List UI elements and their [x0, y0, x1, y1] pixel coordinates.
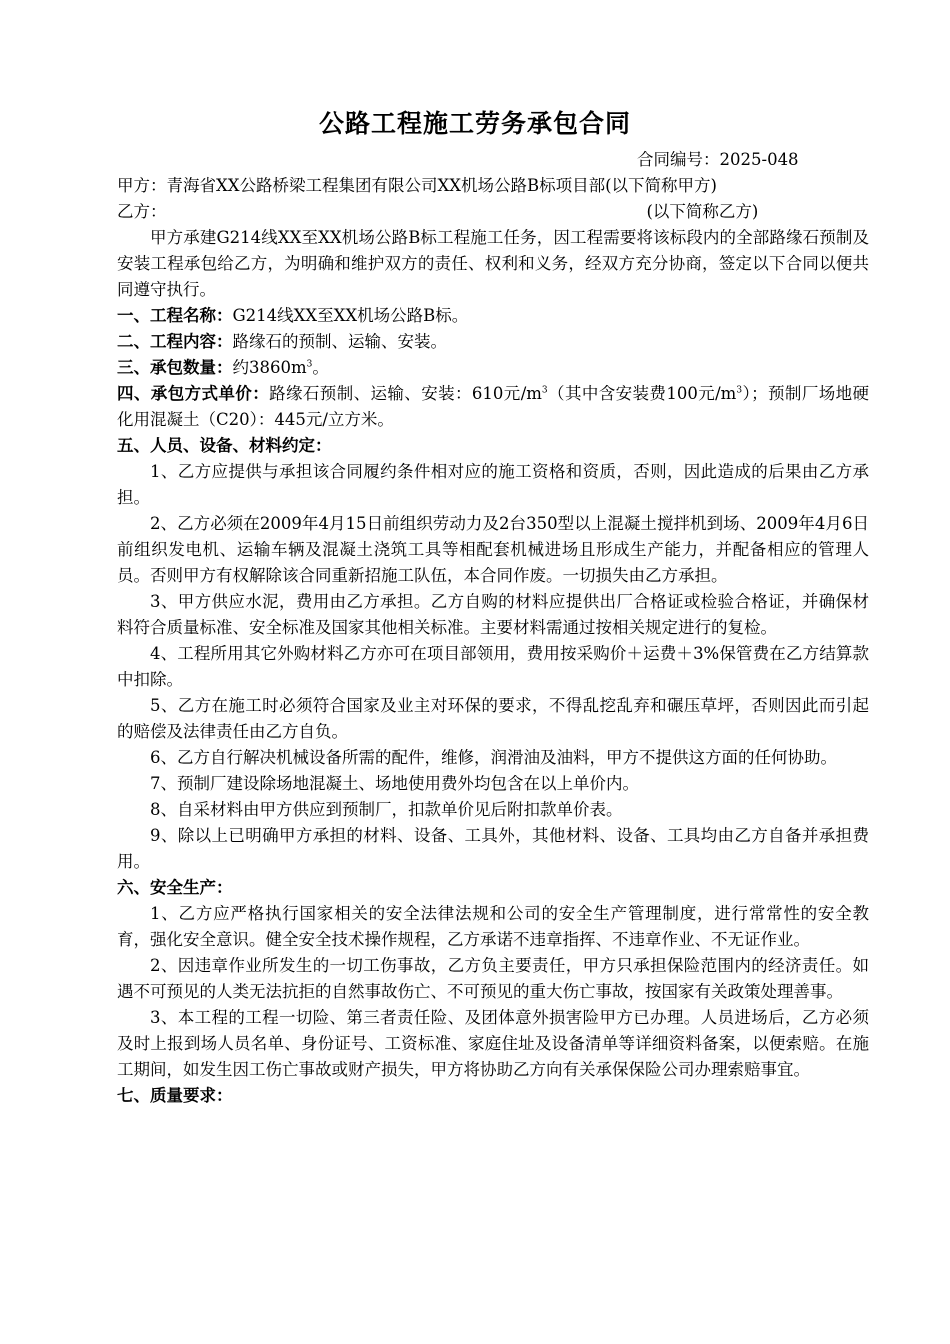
- section-5-item-3: 3、甲方供应水泥，费用由乙方承担。乙方自购的材料应提供出厂合格证或检验合格证，并确保材料符合质量标准、安全标准及国家其他相关标准。主要材料需通过按相关规定进行的复检。: [117, 592, 869, 637]
- section-4: [117, 381, 869, 433]
- section-3-heading: 三、承包数量：: [117, 358, 233, 377]
- party-b-suffix: (以下简称乙方): [646, 202, 759, 221]
- section-2: [117, 329, 869, 355]
- party-b-label: 乙方：: [117, 202, 167, 221]
- section-3-text-end: 。: [312, 358, 329, 377]
- contract-number: 合同编号：2025-048: [637, 150, 799, 169]
- section-4-text-3: ）；预制厂场地硬化用混凝土（C20）：445元/立方米。: [117, 384, 870, 429]
- section-5-item-5: 5、乙方在施工时必须符合国家及业主对环保的要求，不得乱挖乱弃和碾压草坪，否则因此而引起的赔偿及法律责任由乙方自负。: [117, 696, 869, 741]
- section-5-item-8: 8、自采材料由甲方供应到预制厂，扣款单价见后附扣款单价表。: [150, 800, 623, 819]
- section-6-heading: 六、安全生产：: [117, 878, 233, 897]
- section-5-item-1: 1、乙方应提供与承担该合同履约条件相对应的施工资格和资质，否则，因此造成的后果由乙方承担。: [117, 462, 869, 507]
- section-1-text: G214线XX至XX机场公路B标。: [232, 306, 469, 325]
- section-2-heading: 二、工程内容：: [117, 332, 233, 351]
- preamble: 甲方承建G214线XX至XX机场公路B标工程施工任务，因工程需要将该标段内的全部路缘石预制及安装工程承包给乙方，为明确和维护双方的责任、权利和义务，经双方充分协商，签定以下合同以便共同遵守执行。: [117, 228, 869, 299]
- section-1: [117, 303, 869, 329]
- section-5-item-7: 7、预制厂建设除场地混凝土、场地使用费外均包含在以上单价内。: [150, 774, 639, 793]
- document-title: 公路工程施工劳务承包合同: [318, 109, 631, 138]
- section-5-item-9: 9、除以上已明确甲方承担的材料、设备、工具外，其他材料、设备、工具均由乙方自备并承担费用。: [117, 826, 869, 871]
- section-5-heading: 五、人员、设备、材料约定：: [117, 436, 332, 455]
- section-3-text: 约3860m: [232, 358, 307, 377]
- document-body: [117, 147, 869, 1109]
- section-2-text: 路缘石的预制、运输、安装。: [232, 332, 447, 351]
- section-1-heading: 一、工程名称：: [117, 306, 233, 325]
- section-4-sup-2: 3: [736, 385, 743, 396]
- section-5-item-2: 2、乙方必须在2009年4月15日前组织劳动力及2台350型以上混凝土搅拌机到场、2009年4月6日前组织发电机、运输车辆及混凝土浇筑工具等相配套机械进场且形成生产能力，并配备相应的管理人员。否则甲方有权解除该合同重新招施工队伍，本合同作废。一切损失由乙方承担。: [117, 514, 869, 585]
- section-4-sup-1: 3: [541, 385, 548, 396]
- party-a: 甲方：青海省XX公路桥梁工程集团有限公司XX机场公路B标项目部(以下简称甲方): [117, 176, 717, 195]
- section-4-text-2: （其中含安装费100元/m: [547, 384, 737, 403]
- section-6-item-3: 3、本工程的工程一切险、第三者责任险、及团体意外损害险甲方已办理。人员进场后，乙方必须及时上报到场人员名单、身份证号、工资标准、家庭住址及设备清单等详细资料备案，以便索赔。在施工期间，如发生因工伤亡事故或财产损失，甲方将协助乙方向有关承保保险公司办理索赔事宜。: [117, 1008, 869, 1079]
- section-5-item-6: 6、乙方自行解决机械设备所需的配件，维修，润滑油及油料，甲方不提供这方面的任何协助。: [150, 748, 837, 767]
- party-b: [117, 199, 869, 225]
- section-6-item-2: 2、因违章作业所发生的一切工伤事故，乙方负主要责任，甲方只承担保险范围内的经济责任。如遇不可预见的人类无法抗拒的自然事故伤亡、不可预见的重大伤亡事故，按国家有关政策处理善事。: [117, 956, 869, 1001]
- section-4-text-1: 路缘石预制、运输、安装：610元/m: [269, 384, 542, 403]
- section-7-heading: 七、质量要求：: [117, 1086, 233, 1105]
- section-5-item-4: 4、工程所用其它外购材料乙方亦可在项目部领用，费用按采购价＋运费＋3%保管费在乙方结算款中扣除。: [117, 644, 869, 689]
- section-3: [117, 355, 869, 381]
- section-6-item-1: 1、乙方应严格执行国家相关的安全法律法规和公司的安全生产管理制度，进行常常性的安全教育，强化安全意识。健全安全技术操作规程，乙方承诺不违章指挥、不违章作业、不无证作业。: [117, 904, 869, 949]
- section-4-heading: 四、承包方式单价：: [117, 384, 270, 403]
- section-3-sup: 3: [306, 359, 313, 370]
